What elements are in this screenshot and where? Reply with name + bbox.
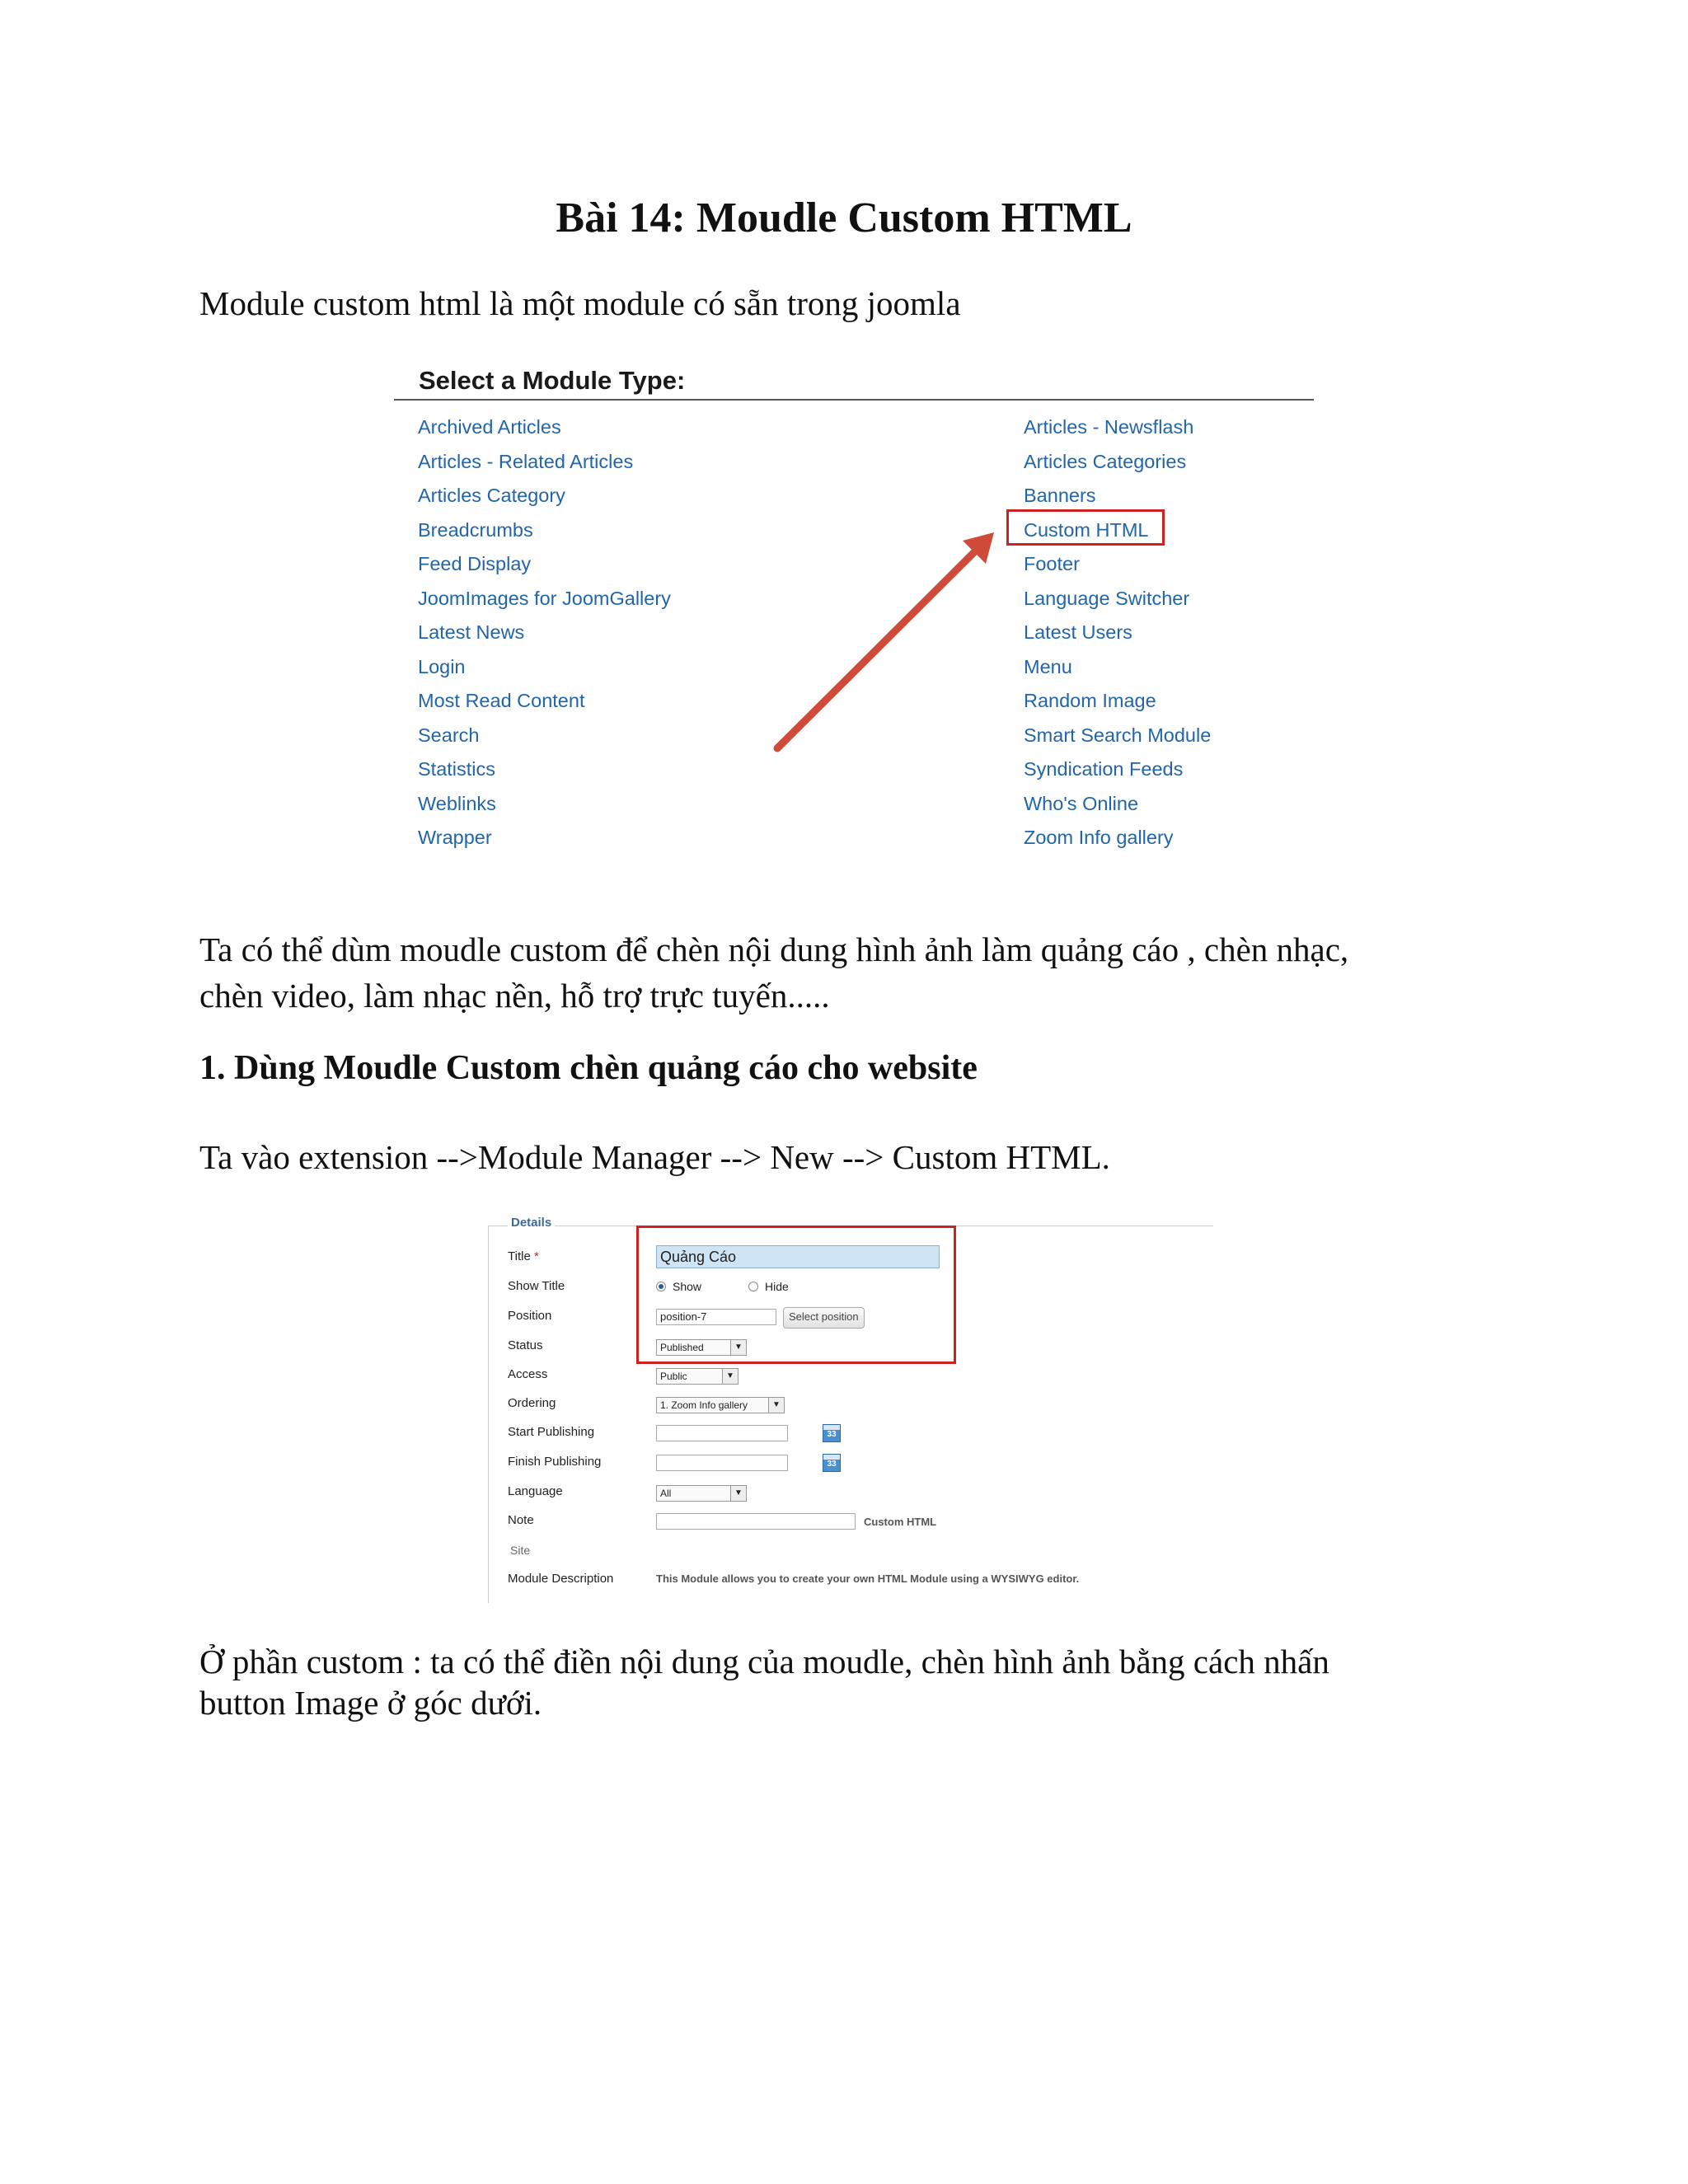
section-heading: 1. Dùng Moudle Custom chèn quảng cáo cho website: [199, 1049, 978, 1087]
module-type-link[interactable]: Articles - Newsflash: [1024, 416, 1194, 438]
calendar-icon[interactable]: 33: [823, 1454, 841, 1472]
module-type-link[interactable]: Statistics: [418, 758, 496, 780]
module-type-screenshot: [394, 363, 1315, 874]
module-type-link[interactable]: Search: [418, 724, 480, 746]
module-type-link[interactable]: Custom HTML: [1024, 518, 1149, 541]
module-description-row: [508, 1568, 1208, 1591]
language-select[interactable]: All ▼: [656, 1485, 747, 1502]
form-highlight-box: [636, 1226, 956, 1364]
module-details-screenshot: [478, 1216, 1213, 1603]
finish-publishing-row: [508, 1451, 1208, 1474]
module-type-link[interactable]: Articles - Related Articles: [418, 450, 634, 472]
module-type-link[interactable]: JoomImages for JoomGallery: [418, 587, 671, 609]
page-title: Bài 14: Moudle Custom HTML: [556, 194, 1132, 241]
intro-paragraph: Module custom html là một module có sẵn trong joomla: [199, 284, 961, 322]
finish-publishing-label: Finish Publishing: [508, 1455, 602, 1469]
red-arrow-icon: [394, 363, 1315, 874]
module-type-link[interactable]: Articles Categories: [1024, 450, 1187, 472]
paragraph-line: Ở phần custom : ta có thể điền nội dung của moudle, chèn hình ảnh bằng cách nhấn: [199, 1643, 1329, 1680]
title-label: Title: [508, 1249, 531, 1263]
access-row: [508, 1363, 1208, 1386]
status-label: Status: [508, 1338, 543, 1352]
module-type-link[interactable]: Zoom Info gallery: [1024, 827, 1174, 848]
language-label: Language: [508, 1484, 563, 1498]
module-type-link[interactable]: Menu: [1024, 655, 1072, 677]
hide-option-label: Hide: [765, 1280, 789, 1293]
module-description-label: Module Description: [508, 1572, 614, 1586]
module-type-link[interactable]: Breadcrumbs: [418, 518, 533, 541]
language-row: [508, 1480, 1208, 1503]
note-row: [508, 1509, 1208, 1532]
module-type-link[interactable]: Banners: [1024, 485, 1096, 506]
access-select[interactable]: Public ▼: [656, 1368, 738, 1385]
start-publishing-row: [508, 1421, 1208, 1444]
module-type-link[interactable]: Most Read Content: [418, 690, 585, 711]
note-hint: Custom HTML: [864, 1516, 937, 1528]
module-type-link[interactable]: Latest News: [418, 621, 525, 643]
module-type-link[interactable]: Archived Articles: [418, 416, 561, 438]
instruction-paragraph: Ta vào extension -->Module Manager --> New --> Custom HTML.: [199, 1138, 1110, 1176]
module-type-link[interactable]: Weblinks: [418, 792, 496, 814]
ordering-label: Ordering: [508, 1396, 556, 1410]
paragraph-line: chèn video, làm nhạc nền, hỗ trợ trực tuyến.....: [199, 977, 830, 1015]
title-input[interactable]: Quảng Cáo: [656, 1245, 940, 1268]
module-type-link[interactable]: Syndication Feeds: [1024, 758, 1184, 780]
show-option-label: Show: [673, 1280, 702, 1293]
module-type-link[interactable]: Footer: [1024, 553, 1080, 574]
select-position-button[interactable]: Select position: [783, 1307, 865, 1329]
ordering-select[interactable]: 1. Zoom Info gallery ▼: [656, 1397, 785, 1413]
module-type-link[interactable]: Feed Display: [418, 553, 532, 574]
module-type-link[interactable]: Wrapper: [418, 827, 492, 848]
access-label: Access: [508, 1367, 548, 1381]
paragraph-line: button Image ở góc dưới.: [199, 1684, 542, 1722]
module-type-link[interactable]: Random Image: [1024, 690, 1156, 711]
finish-publishing-input[interactable]: [656, 1455, 788, 1471]
chevron-down-icon: ▼: [730, 1340, 746, 1355]
show-title-label: Show Title: [508, 1279, 565, 1293]
module-type-link[interactable]: Language Switcher: [1024, 587, 1190, 609]
note-label: Note: [508, 1513, 534, 1527]
module-type-link[interactable]: Smart Search Module: [1024, 724, 1212, 746]
details-legend: Details: [508, 1216, 555, 1230]
chevron-down-icon: ▼: [768, 1398, 784, 1413]
module-type-link[interactable]: Login: [418, 655, 466, 677]
module-type-link[interactable]: Latest Users: [1024, 621, 1132, 643]
chevron-down-icon: ▼: [730, 1486, 746, 1501]
module-type-link[interactable]: Who's Online: [1024, 792, 1139, 814]
start-publishing-label: Start Publishing: [508, 1425, 595, 1439]
required-mark: *: [533, 1249, 539, 1263]
ordering-row: [508, 1392, 1208, 1415]
paragraph-line: Ta có thể dùm moudle custom để chèn nội dung hình ảnh làm quảng cáo , chèn nhạc,: [199, 930, 1349, 968]
site-label: Site: [510, 1544, 531, 1557]
calendar-icon[interactable]: 33: [823, 1424, 841, 1442]
site-row: [508, 1539, 1208, 1562]
status-select[interactable]: Published ▼: [656, 1339, 747, 1356]
note-input[interactable]: [656, 1513, 856, 1530]
module-type-heading: Select a Module Type:: [419, 366, 686, 395]
position-input[interactable]: position-7: [656, 1309, 776, 1325]
module-description-text: This Module allows you to create your own HTML Module using a WYSIWYG editor.: [656, 1572, 1080, 1585]
fieldset-border: [488, 1226, 489, 1603]
module-type-link[interactable]: Articles Category: [418, 485, 565, 506]
position-label: Position: [508, 1309, 552, 1323]
chevron-down-icon: ▼: [722, 1369, 738, 1384]
start-publishing-input[interactable]: [656, 1425, 788, 1441]
